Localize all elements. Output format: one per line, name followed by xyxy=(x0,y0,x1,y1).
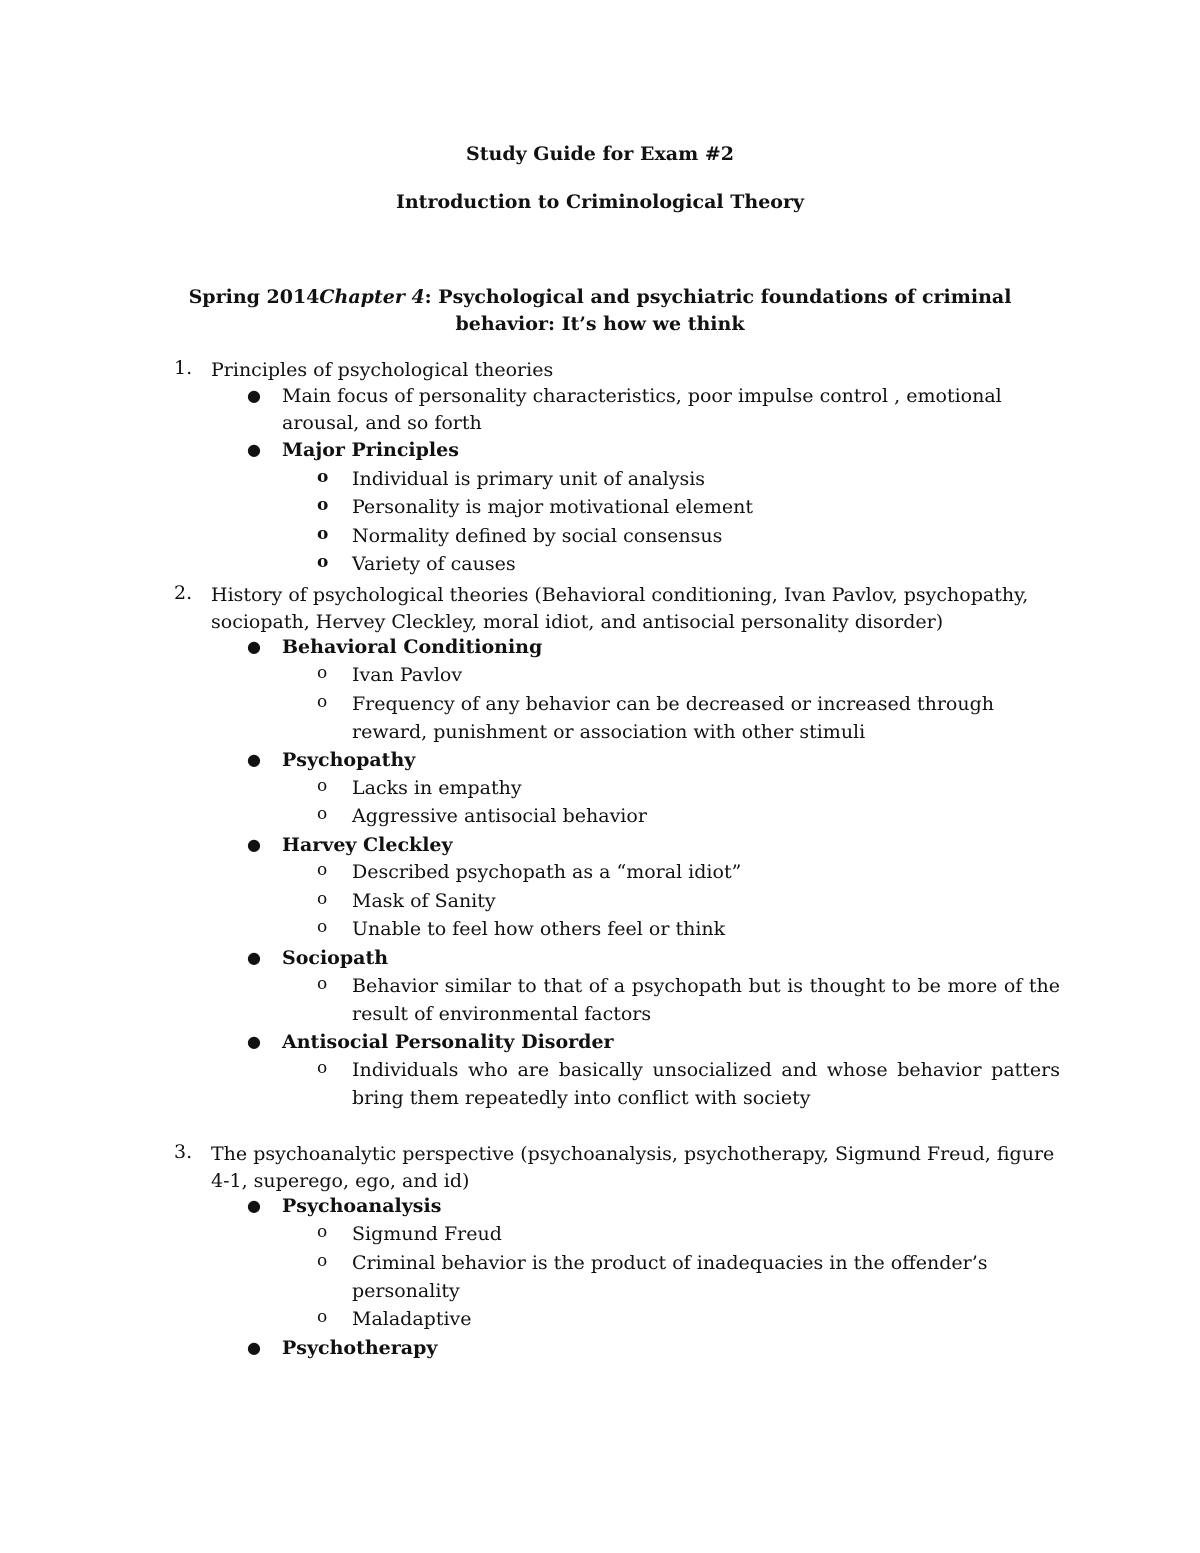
sub-item: Ivan Pavlov xyxy=(352,664,463,686)
section-2-point-harvey-cleckley: Harvey Cleckley xyxy=(282,834,453,856)
sub-bullet-marker: o xyxy=(317,663,328,683)
section-1-title: Principles of psychological theories xyxy=(211,359,554,381)
sub-item: Sigmund Freud xyxy=(352,1223,502,1245)
bullet-marker: ● xyxy=(247,1032,261,1051)
sub-item: Maladaptive xyxy=(352,1308,472,1330)
bullet-marker: ● xyxy=(247,637,261,656)
list-number-2: 2. xyxy=(174,582,193,604)
sub-bullet-marker: o xyxy=(317,495,329,515)
section-2-title: History of psychological theories (Behavioral conditioning, Ivan Pavlov, psychopathy, sociopath, Hervey Cleckley, moral idiot, and antisocial personality disorder) xyxy=(211,584,1029,633)
sub-item: Described psychopath as a “moral idiot” xyxy=(352,861,742,883)
heading-title: : Psychological and psychiatric foundations of criminal behavior: It’s how we think xyxy=(424,286,1012,335)
sub-bullet-marker: o xyxy=(317,467,329,487)
section-3-point-psychoanalysis: Psychoanalysis xyxy=(282,1195,442,1217)
section-2-point-behavioral-conditioning: Behavioral Conditioning xyxy=(282,636,543,658)
bullet-marker: ● xyxy=(247,1196,261,1215)
sub-bullet-marker: o xyxy=(317,524,329,544)
list-number-1: 1. xyxy=(174,357,193,379)
bullet-marker: ● xyxy=(247,948,261,967)
sub-bullet-marker: o xyxy=(317,1058,328,1078)
sub-bullet-marker: o xyxy=(317,1251,328,1271)
section-2-point-antisocial-personality-disorder: Antisocial Personality Disorder xyxy=(282,1031,614,1053)
sub-bullet-marker: o xyxy=(317,917,328,937)
sub-item: Mask of Sanity xyxy=(352,890,496,912)
sub-item: Frequency of any behavior can be decreased or increased through reward, punishment or association with other stimuli xyxy=(352,693,994,743)
section-2-point-sociopath: Sociopath xyxy=(282,947,389,969)
sub-bullet-marker: o xyxy=(317,889,328,909)
sub-item: Criminal behavior is the product of inadequacies in the offender’s personality xyxy=(352,1252,988,1302)
sub-item: Aggressive antisocial behavior xyxy=(352,805,647,827)
sub-item: Unable to feel how others feel or think xyxy=(352,918,726,940)
sub-bullet-marker: o xyxy=(317,552,329,572)
sub-item: Personality is major motivational element xyxy=(352,496,753,518)
heading-chapter: Chapter 4 xyxy=(319,286,425,308)
sub-item: Lacks in empathy xyxy=(352,777,522,799)
sub-bullet-marker: o xyxy=(317,1222,328,1242)
section-3-title: The psychoanalytic perspective (psychoanalysis, psychotherapy, Sigmund Freud, figure 4-1, superego, ego, and id) xyxy=(211,1143,1055,1192)
section-1-point-focus: Main focus of personality characteristics, poor impulse control , emotional arousal, and so forth xyxy=(282,385,1002,434)
bullet-marker: ● xyxy=(247,1338,261,1357)
heading-term: Spring 2014 xyxy=(188,286,320,308)
sub-item: Behavior similar to that of a psychopath but is thought to be more of the result of environmental factors xyxy=(352,975,1060,1025)
section-2-point-psychopathy: Psychopathy xyxy=(282,749,416,771)
sub-bullet-marker: o xyxy=(317,692,328,712)
sub-bullet-marker: o xyxy=(317,860,328,880)
section-1-point-major-principles: Major Principles xyxy=(282,439,459,461)
bullet-marker: ● xyxy=(247,440,261,459)
bullet-marker: ● xyxy=(247,386,261,405)
document-title: Study Guide for Exam #2 xyxy=(466,143,734,165)
chapter-heading xyxy=(140,284,1060,338)
sub-bullet-marker: o xyxy=(317,974,328,994)
sub-bullet-marker: o xyxy=(317,804,328,824)
sub-item: Individuals who are basically unsocialized and whose behavior patters bring them repeatedly into conflict with society xyxy=(352,1059,1060,1109)
bullet-marker: ● xyxy=(247,750,261,769)
section-3-point-psychotherapy: Psychotherapy xyxy=(282,1337,438,1359)
sub-bullet-marker: o xyxy=(317,1307,328,1327)
bullet-marker: ● xyxy=(247,835,261,854)
sub-item: Variety of causes xyxy=(352,553,516,575)
document-subtitle: Introduction to Criminological Theory xyxy=(395,191,805,213)
list-number-3: 3. xyxy=(174,1141,193,1163)
sub-bullet-marker: o xyxy=(317,776,328,796)
sub-item: Individual is primary unit of analysis xyxy=(352,468,706,490)
sub-item: Normality defined by social consensus xyxy=(352,525,723,547)
